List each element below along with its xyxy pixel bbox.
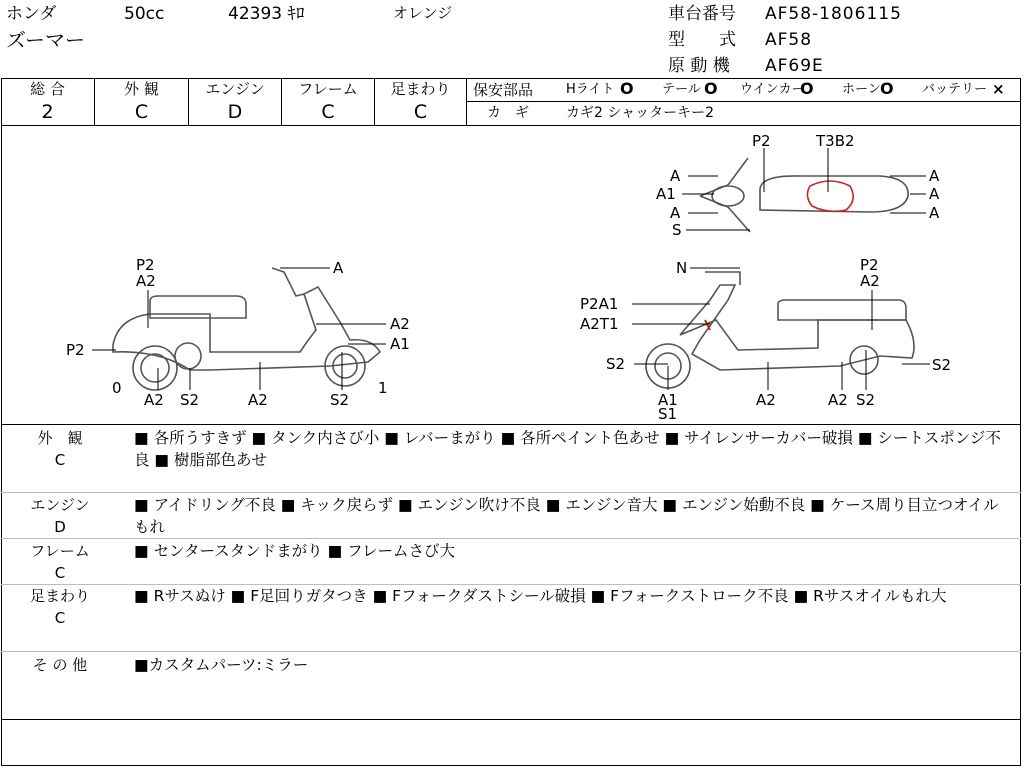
section-label-frame: フレーム <box>30 542 90 560</box>
left-rear-wheel <box>133 346 177 390</box>
grade-overall-label: 総 合 <box>30 80 65 98</box>
diagram-label: A <box>670 204 681 222</box>
grade-suspension-value: C <box>413 101 428 123</box>
divider <box>1 651 1021 652</box>
diagram-label: S2 <box>330 391 350 409</box>
grade-frame-label: フレーム <box>298 80 358 98</box>
section-label-exterior: 外 観 <box>37 429 83 447</box>
diagram-label: P2 <box>66 341 85 359</box>
section-text-frame: ■ センタースタンドまがり ■ フレームさび大 <box>134 542 456 560</box>
safety-item-horn: ホーン <box>842 82 881 97</box>
diagram-label: 1 <box>378 379 388 397</box>
type-label: 型 式 <box>668 30 736 50</box>
right-seat <box>778 300 906 320</box>
grade-suspension-label: 足まわり <box>390 80 451 98</box>
diagram-label: P2 <box>860 256 879 274</box>
diagram-label: A <box>929 185 940 203</box>
right-body <box>680 285 914 370</box>
diagram-label: S2 <box>856 391 876 409</box>
safety-item-battery: バッテリー <box>922 82 988 97</box>
left-rear-hub <box>141 354 169 382</box>
diagram-label: S2 <box>180 391 200 409</box>
diagram-label: A2 <box>248 391 268 409</box>
safety-mark-tail: O <box>704 79 718 98</box>
diagram-label: A1 <box>656 185 676 203</box>
top-headlight <box>712 186 744 206</box>
section-grade-engine: D <box>54 518 66 536</box>
diagram-label: S2 <box>932 356 952 374</box>
section-text-exterior: ■ 各所うすきず ■ タンク内さび小 ■ レバーまがり ■ 各所ペイント色あせ ■ サイレンサーカバー破損 ■ シートスポンジ不良 ■ 樹脂部色あせ <box>134 429 1001 469</box>
diagram-label: A <box>929 204 940 222</box>
section-text-other: ■カスタムパーツ:ミラー <box>134 656 309 674</box>
engine-value: AF69E <box>765 56 824 76</box>
left-body <box>113 287 380 370</box>
divider <box>1 538 1021 539</box>
grade-frame-value: C <box>321 101 335 123</box>
color: オレンジ <box>393 4 453 22</box>
section-label-suspension: 足まわり <box>29 587 90 605</box>
divider <box>1 719 1021 720</box>
grade-exterior-value: C <box>134 101 149 123</box>
right-handlebar <box>705 272 740 285</box>
left-handlebar <box>272 268 304 296</box>
diagram-label: P2A1 <box>580 295 619 313</box>
frame-no: AF58-1806115 <box>765 4 902 24</box>
grade-overall-value: 2 <box>41 101 54 123</box>
safety-item-headlight: Hライト <box>566 82 615 97</box>
safety-label: 保安部品 <box>473 81 534 99</box>
section-grade-suspension: C <box>54 609 66 627</box>
diagram-label: T3B2 <box>816 132 855 150</box>
section-label-other: そ の 他 <box>32 656 88 674</box>
damage-mark <box>807 181 853 211</box>
diagram-label: P2 <box>136 256 155 274</box>
section-text-suspension: ■ Rサスぬけ ■ F足回りガタつき ■ Fフォークダストシール破損 ■ Fフォークストローク不良 ■ Rサスオイルもれ大 <box>134 587 947 605</box>
diagram-label: A <box>670 167 681 185</box>
grade-engine-label: エンジン <box>205 80 265 98</box>
displacement: 50cc <box>124 4 165 24</box>
safety-item-winker: ウインカー <box>740 82 805 97</box>
section-label-engine: エンジン <box>30 496 90 514</box>
key-value: カギ2 シャッターキー2 <box>566 105 714 121</box>
section-grade-exterior: C <box>54 451 66 469</box>
section-text-engine: ■ アイドリング不良 ■ キック戻らず ■ エンジン吹け不良 ■ エンジン音大 ■ エンジン始動不良 ■ ケース周り目立つオイルもれ <box>134 496 999 536</box>
diagram-label: P2 <box>752 132 771 150</box>
diagram-label: A <box>929 167 940 185</box>
diagram-label: A2 <box>390 315 410 333</box>
left-muffler <box>175 343 201 369</box>
diagram-label: 0 <box>112 379 122 397</box>
grade-exterior-label: 外 観 <box>124 80 159 98</box>
diagram-label: A2 <box>828 391 848 409</box>
safety-item-tail: テール <box>662 82 701 97</box>
safety-mark-headlight: O <box>620 79 634 98</box>
engine-label: 原 動 機 <box>668 56 730 76</box>
diagram-label: A2 <box>860 272 880 290</box>
diagram-label: S1 <box>658 405 678 423</box>
maker: ホンダ <box>6 4 57 24</box>
model-name: ズーマー <box>6 28 85 52</box>
safety-mark-horn: O <box>880 79 894 98</box>
grade-engine-value: D <box>227 101 243 123</box>
type-value: AF58 <box>765 30 813 50</box>
diagram-label: A <box>333 259 344 277</box>
diagram-label: S2 <box>606 355 626 373</box>
section-grade-frame: C <box>54 564 66 582</box>
diagram-label: A2 <box>136 272 156 290</box>
key-label: カ ギ <box>487 105 529 121</box>
safety-mark-battery: × <box>992 80 1005 98</box>
diagram-label: A2 <box>756 391 776 409</box>
divider <box>1 492 1021 493</box>
diagram-label: A1 <box>658 391 678 409</box>
diagram-label: S <box>672 221 682 239</box>
safety-mark-winker: O <box>800 79 814 98</box>
diagram-label: A2 <box>144 391 164 409</box>
mileage: 42393 ｷﾛ <box>228 4 305 24</box>
diagram-label: A2T1 <box>580 315 619 333</box>
diagram-label: A1 <box>390 335 410 353</box>
frame-no-label: 車台番号 <box>668 4 736 24</box>
diagram-label: N <box>676 259 688 277</box>
